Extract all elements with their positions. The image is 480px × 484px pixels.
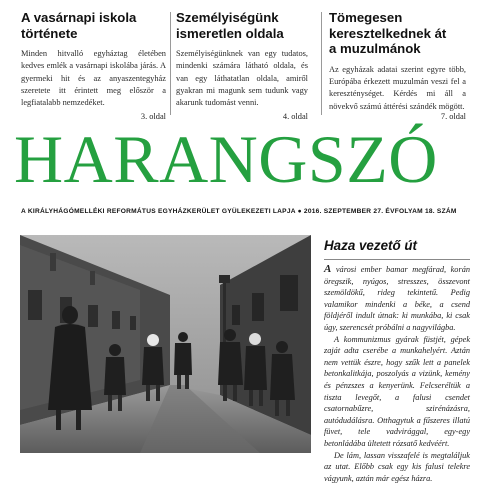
teaser-muslims[interactable] — [329, 10, 466, 113]
article-paragraph: De lám, lassan visszafelé is megtaláljuk az utat. Előbb csak egy kis falusi telekre vágyunk, aztán már egész házra. — [324, 450, 470, 484]
teaser-text: Az egyházak adatai szerint egyre több, Európába érkezett muzulmán veszi fel a kereszténységet. Kérdés mi áll a növekvő számú áttérési szándék mögött. — [329, 64, 466, 113]
drop-cap: A — [324, 263, 331, 275]
teaser-text: Személyiségünknek van egy tudatos, mindenki számára látható oldala, és van egy láthatatlan oldala, amiről gyakran mi magunk sem tudunk vagy akarunk tudomást venni. — [176, 48, 308, 109]
teaser-page-ref[interactable]: 7. oldal — [441, 112, 466, 121]
teaser-page-ref[interactable]: 3. oldal — [141, 112, 166, 121]
issue-date: 2016. SZEPTEMBER — [304, 208, 371, 215]
article-title[interactable]: Haza vezető út — [324, 238, 470, 253]
column-divider — [170, 12, 171, 115]
issue-number: 18. SZÁM — [425, 208, 457, 215]
publication-info — [21, 208, 467, 215]
teaser-sunday-school[interactable] — [21, 10, 166, 110]
article-body — [324, 264, 470, 453]
teaser-title[interactable]: Tömegesen keresztelkednek át a muzulmánok — [329, 10, 466, 57]
volume-number: 27. ÉVFOLYAM — [373, 208, 422, 215]
cover-photo — [20, 235, 311, 453]
title-rule — [324, 259, 470, 260]
separator-dot: ● — [298, 208, 302, 215]
article-paragraph: A kommunizmus gyárak füstjét, gépek zaját adta cserébe a munkahelyért. Aztán nem vettük észre, hogy szűk lett a panelek betonkalitkája, poszolyás a vizünk, kemény és pénzszes a kenyerünk. Felcseréltük a tiszta levegőt, a falusi csendet csatornabűzre, szirénázásra, autódudálásra. Otthagytuk a fűszeres illatú füvet, tele vadvirággal, egy-egy betonládába ültetett rózsatő kedvéért. — [324, 334, 470, 450]
teaser-title[interactable]: Személyiségünk ismeretlen oldala — [176, 10, 308, 41]
publication-description: A KIRÁLYHÁGÓMELLÉKI REFORMÁTUS EGYHÁZKERÜLET GYÜLEKEZETI LAPJA — [21, 208, 296, 215]
teaser-personality[interactable] — [176, 10, 308, 110]
article-paragraph: városi ember bamar megfárad, korán öregszik, nyúgos, stresszes, összevont szemöldökű, rideg tekintetű. Pedig valamikor mindenki a béke, a csend földjéről indult útnak: ki munkába, ki csak úgy, szerencsét próbálni a nagyvilágba. — [324, 265, 470, 332]
teaser-text: Minden hitvalló egyháztag életében kedves emlék a vasárnapi iskolába járás. A gyermeki hit és az anyaszentegyház szeretete itt érintett meg először a legfiatalabb nemzedéket. — [21, 48, 166, 109]
teaser-title[interactable]: A vasárnapi iskola története — [21, 10, 166, 41]
masthead-title: HARANGSZÓ — [14, 121, 469, 197]
teaser-page-ref[interactable]: 4. oldal — [283, 112, 308, 121]
column-divider — [321, 12, 322, 115]
